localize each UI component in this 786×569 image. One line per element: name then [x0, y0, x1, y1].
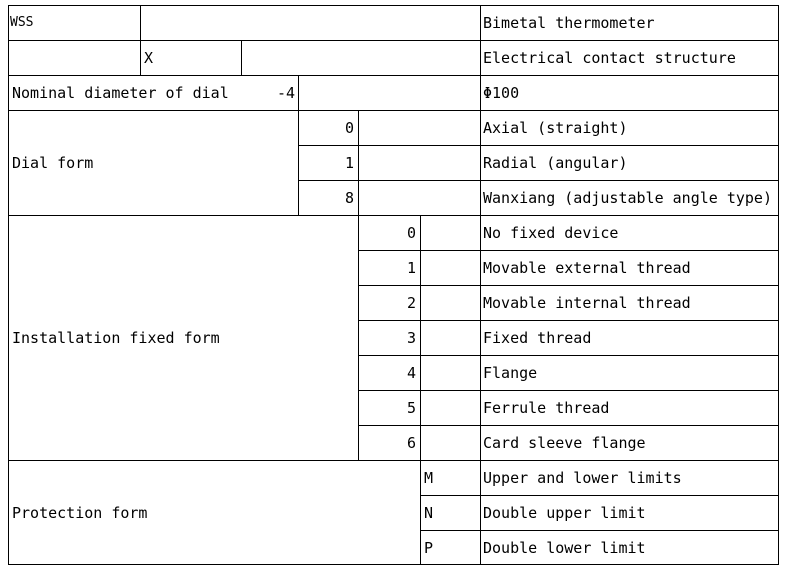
rule: [8, 110, 779, 111]
installation-description: Fixed thread: [483, 329, 592, 347]
installation-label: Installation fixed form: [12, 329, 220, 347]
rule: [298, 145, 779, 146]
model-code: WSS: [10, 15, 34, 30]
rule: [241, 40, 242, 75]
rule: [358, 320, 779, 321]
installation-code: 4: [406, 364, 416, 382]
rule: [778, 5, 779, 565]
installation-description: Movable internal thread: [483, 294, 691, 312]
dial-form-description: Wanxiang (adjustable angle type): [483, 189, 772, 207]
rule: [8, 5, 779, 6]
model-code-table: [8, 5, 779, 565]
dial-form-description: Axial (straight): [483, 119, 628, 137]
rule: [480, 5, 481, 565]
installation-code: 5: [406, 399, 416, 417]
installation-description: Ferrule thread: [483, 399, 610, 417]
rule: [358, 285, 779, 286]
installation-code: 1: [406, 259, 416, 277]
rule: [358, 250, 779, 251]
protection-code: P: [424, 539, 434, 557]
rule: [358, 425, 779, 426]
protection-description: Double lower limit: [483, 539, 646, 557]
installation-code: 6: [406, 434, 416, 452]
rule: [8, 460, 779, 461]
protection-code: N: [424, 504, 434, 522]
rule: [8, 40, 779, 41]
installation-code: 2: [406, 294, 416, 312]
dial-form-code: 0: [344, 119, 354, 137]
contact-description: Electrical contact structure: [483, 49, 736, 67]
dial-form-description: Radial (angular): [483, 154, 628, 172]
nominal-diameter-label: Nominal diameter of dial: [12, 84, 229, 102]
protection-code: M: [424, 469, 434, 487]
contact-code: X: [144, 49, 154, 67]
diameter-code: -4: [276, 84, 295, 102]
protection-label: Protection form: [12, 504, 148, 522]
rule: [8, 215, 779, 216]
dial-form-code: 8: [344, 189, 354, 207]
protection-description: Double upper limit: [483, 504, 646, 522]
rule: [140, 5, 141, 75]
installation-description: No fixed device: [483, 224, 619, 242]
installation-description: Card sleeve flange: [483, 434, 646, 452]
dial-form-label: Dial form: [12, 154, 94, 172]
rule: [358, 390, 779, 391]
installation-code: 0: [406, 224, 416, 242]
rule: [420, 530, 779, 531]
protection-description: Upper and lower limits: [483, 469, 682, 487]
installation-code: 3: [406, 329, 416, 347]
rule: [298, 180, 779, 181]
rule: [420, 215, 421, 564]
rule: [8, 564, 779, 565]
rule: [420, 495, 779, 496]
rule: [8, 75, 779, 76]
rule: [358, 355, 779, 356]
diameter-description: Φ100: [483, 84, 520, 102]
installation-description: Flange: [483, 364, 538, 382]
rule: [8, 5, 9, 565]
installation-description: Movable external thread: [483, 259, 691, 277]
model-description: Bimetal thermometer: [483, 14, 655, 32]
dial-form-code: 1: [344, 154, 354, 172]
